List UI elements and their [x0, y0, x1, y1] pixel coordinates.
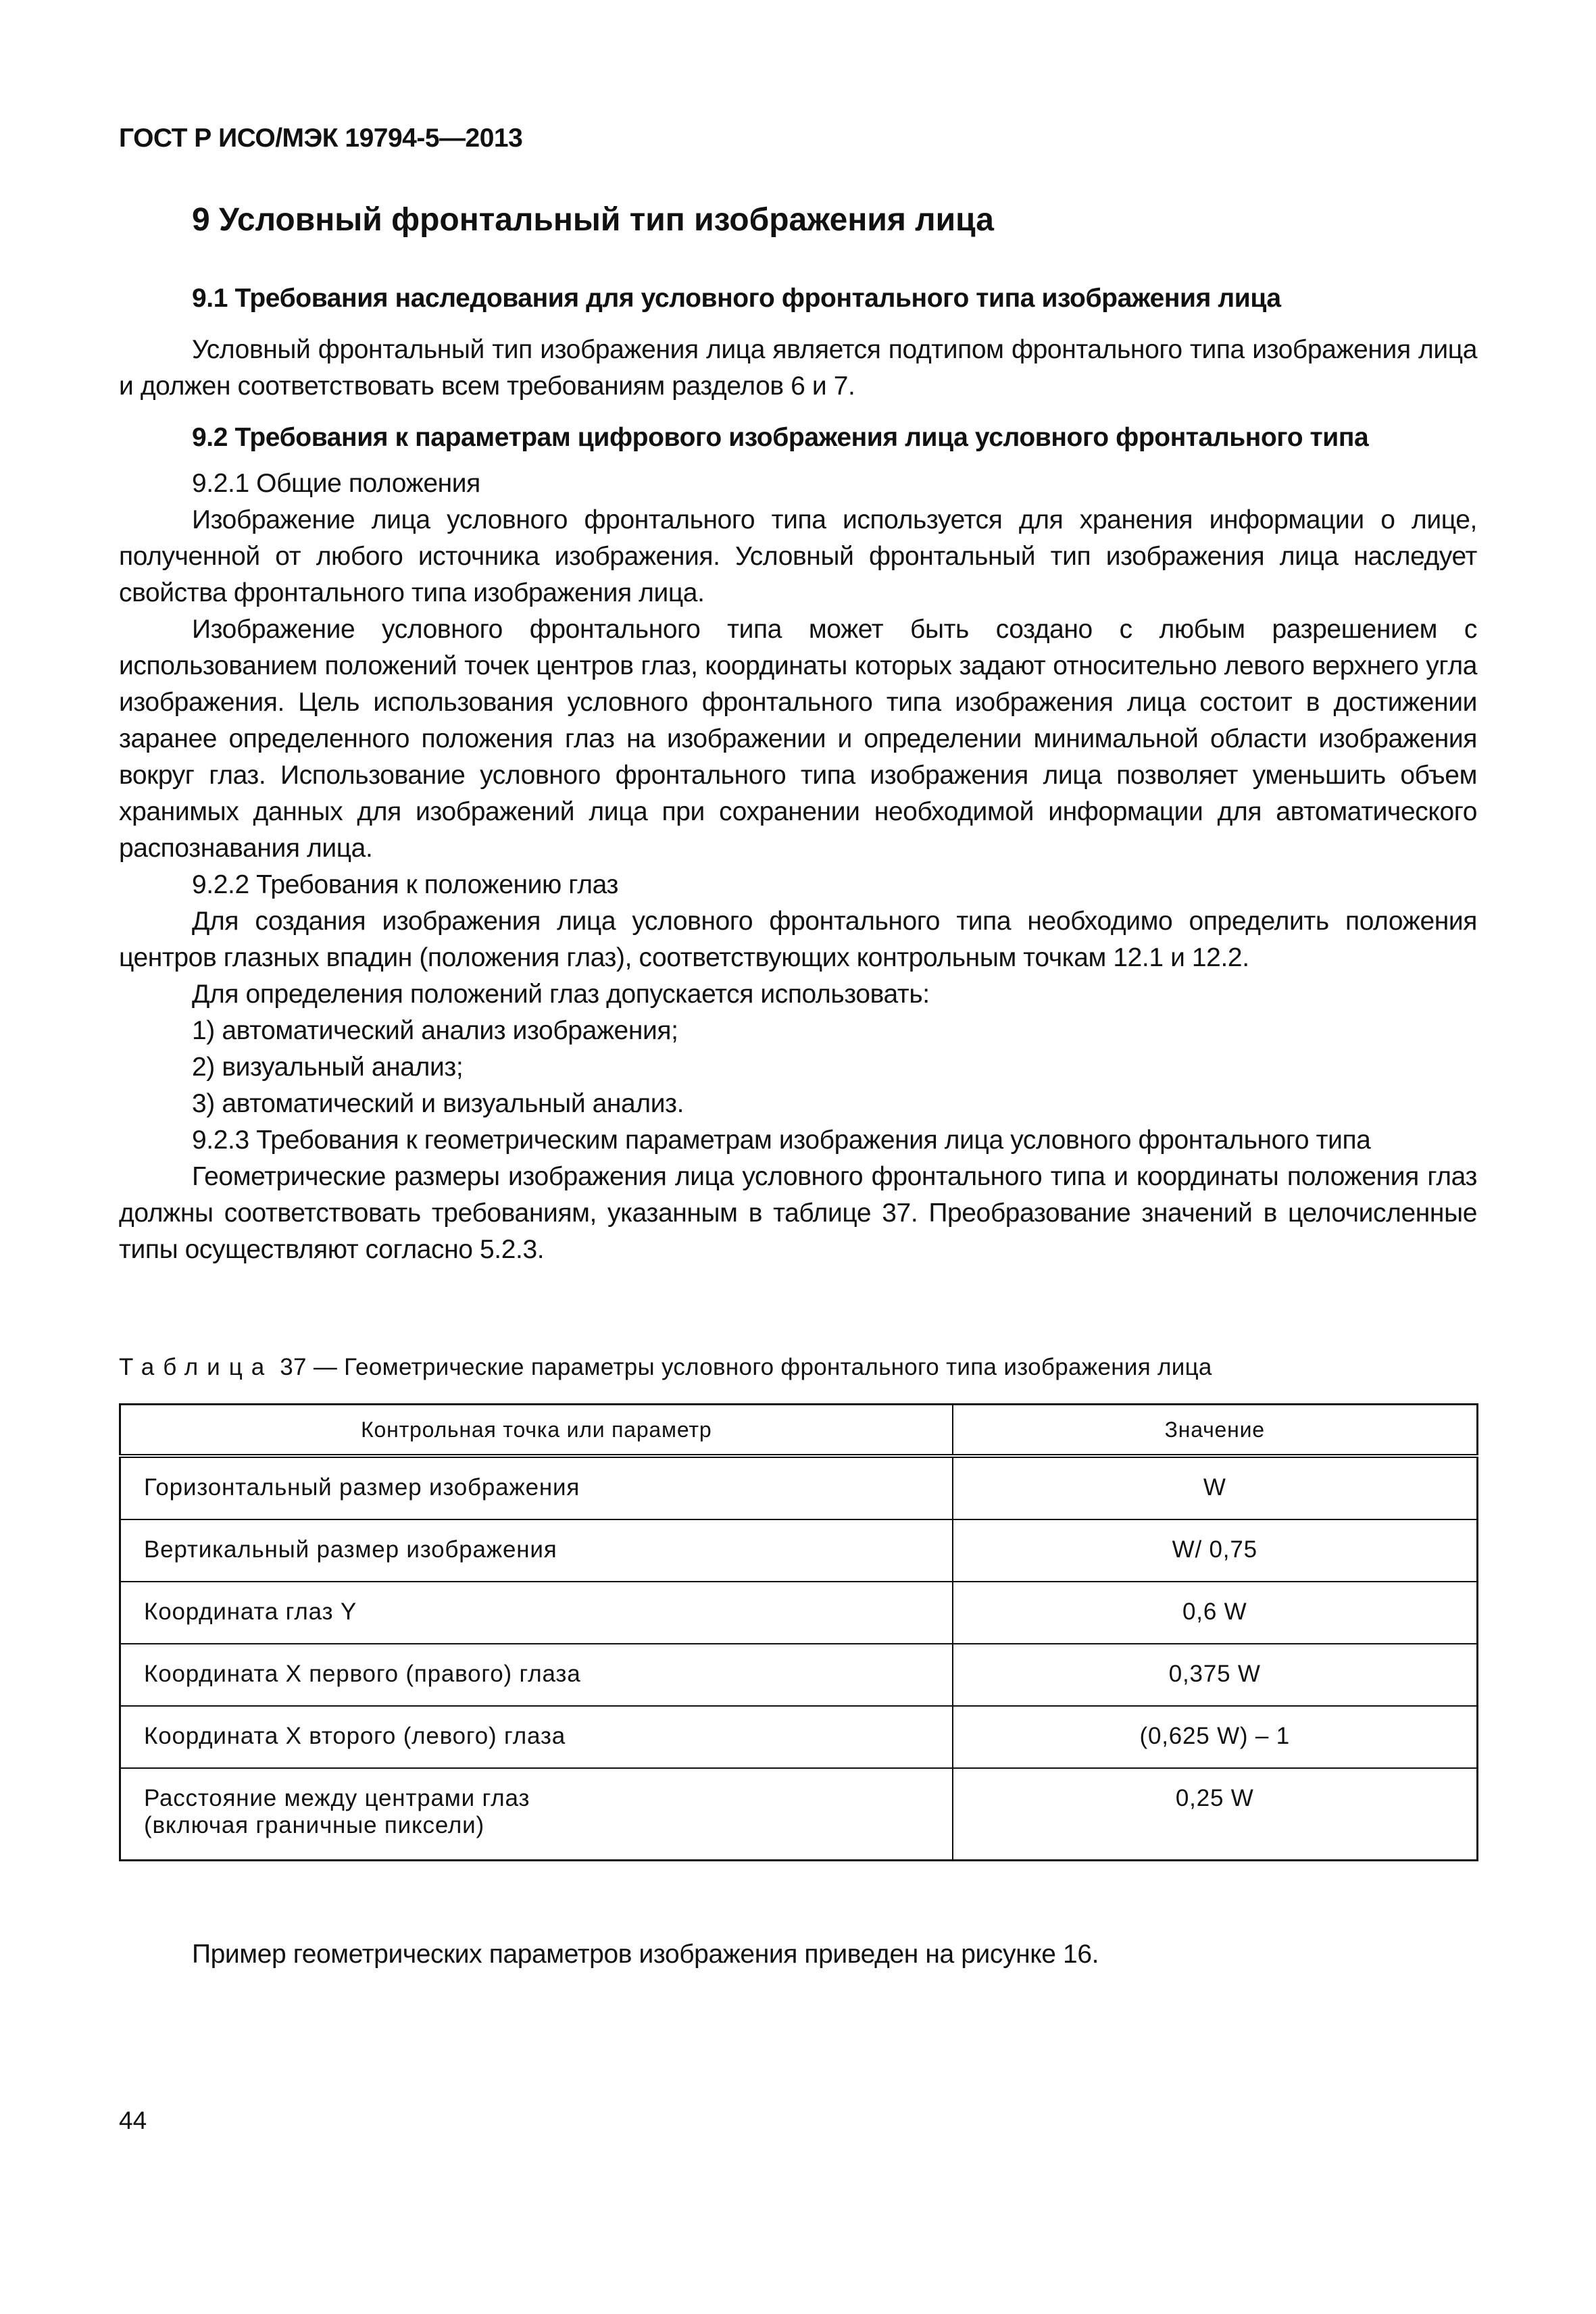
table-caption-text: 37 — Геометрические параметры условного фронтального типа изображения лица — [280, 1354, 1212, 1380]
table-cell-line: Расстояние между центрами глаз — [144, 1785, 530, 1811]
table-header-value: Значение — [953, 1405, 1478, 1457]
table-cell-value: W/ 0,75 — [953, 1519, 1478, 1582]
clause-title-9-2-2: 9.2.2 Требования к положению глаз — [192, 870, 618, 899]
clause-title-9-2-3: 9.2.3 Требования к геометрическим параметрам изображения лица условного фронтального типа — [192, 1126, 1371, 1155]
paragraph-eye-position: Для создания изображения лица условного фронтального типа необходимо определить положения центров глазных впадин (положения глаз), соответствующих контрольным точкам 12.1 и 12.2. — [119, 907, 1477, 972]
list-item: 1) автоматический анализ изображения; — [192, 1016, 678, 1045]
table-cell-value: 0,6 W — [953, 1582, 1478, 1644]
document-code: ГОСТ Р ИСО/МЭК 19794-5—2013 — [119, 124, 523, 153]
table-row — [120, 1768, 1478, 1861]
table-cell-value: W — [953, 1456, 1478, 1519]
table-cell-value: (0,625 W) – 1 — [953, 1706, 1478, 1768]
table-caption — [119, 1354, 1212, 1381]
table-row — [120, 1519, 1478, 1582]
table-caption-label: Таблица — [119, 1354, 274, 1380]
list-item: 3) автоматический и визуальный анализ. — [192, 1089, 684, 1118]
table-cell-parameter: Горизонтальный размер изображения — [120, 1456, 953, 1519]
table-cell-parameter: Координата X первого (правого) глаза — [120, 1644, 953, 1706]
document-body — [119, 280, 1477, 1268]
table-cell-value: 0,375 W — [953, 1644, 1478, 1706]
table-cell-parameter: Координата X второго (левого) глаза — [120, 1706, 953, 1768]
example-note: Пример геометрических параметров изображения приведен на рисунке 16. — [192, 1940, 1099, 1969]
subsection-heading-9-2: 9.2 Требования к параметрам цифрового изображения лица условного фронтального типа — [192, 423, 1369, 452]
table-row — [120, 1582, 1478, 1644]
table-cell-value: 0,25 W — [953, 1768, 1478, 1861]
paragraph-general: Изображение лица условного фронтального типа используется для хранения информации о лице, полученной от любого источника изображения. Условный фронтальный тип изображения лица наследует свойства фронтального типа изображения лица. — [119, 505, 1477, 607]
table-header-parameter: Контрольная точка или параметр — [120, 1405, 953, 1457]
table-row — [120, 1456, 1478, 1519]
paragraph-methods-intro: Для определения положений глаз допускается использовать: — [192, 980, 930, 1009]
page-number: 44 — [119, 2107, 147, 2134]
clause-title-9-2-1: 9.2.1 Общие положения — [192, 469, 480, 498]
subsection-heading-9-1: 9.1 Требования наследования для условного фронтального типа изображения лица — [192, 284, 1281, 313]
table-row — [120, 1706, 1478, 1768]
table-cell-line: (включая граничные пиксели) — [144, 1812, 484, 1838]
table-row — [120, 1644, 1478, 1706]
paragraph-inheritance: Условный фронтальный тип изображения лица является подтипом фронтального типа изображения лица и должен соответствовать всем требованиям разделов 6 и 7. — [119, 335, 1477, 401]
table-header-row — [120, 1405, 1478, 1457]
list-item: 2) визуальный анализ; — [192, 1053, 464, 1082]
section-title: 9 Условный фронтальный тип изображения лица — [192, 202, 994, 238]
table-cell-parameter: Координата глаз Y — [120, 1582, 953, 1644]
parameters-table — [119, 1403, 1478, 1861]
paragraph-purpose: Изображение условного фронтального типа может быть создано с любым разрешением с использованием положений точек центров глаз, координаты которых задают относительно левого верхнего угла изображения. Цель использования условного фронтального типа изображения лица состоит в достижении заранее определенного положения глаз на изображении и определении минимальной области изображения вокруг глаз. Использование условного фронтального типа изображения лица позволяет уменьшить объем хранимых данных для изображений лица при сохранении необходимой информации для автоматического распознавания лица. — [119, 615, 1477, 863]
table-cell-parameter: Вертикальный размер изображения — [120, 1519, 953, 1582]
paragraph-geometry: Геометрические размеры изображения лица условного фронтального типа и координаты положения глаз должны соответствовать требованиям, указанным в таблице 37. Преобразование значений в целочисленные типы осуществляют согласно 5.2.3. — [119, 1162, 1477, 1264]
table-cell-parameter — [120, 1768, 953, 1861]
